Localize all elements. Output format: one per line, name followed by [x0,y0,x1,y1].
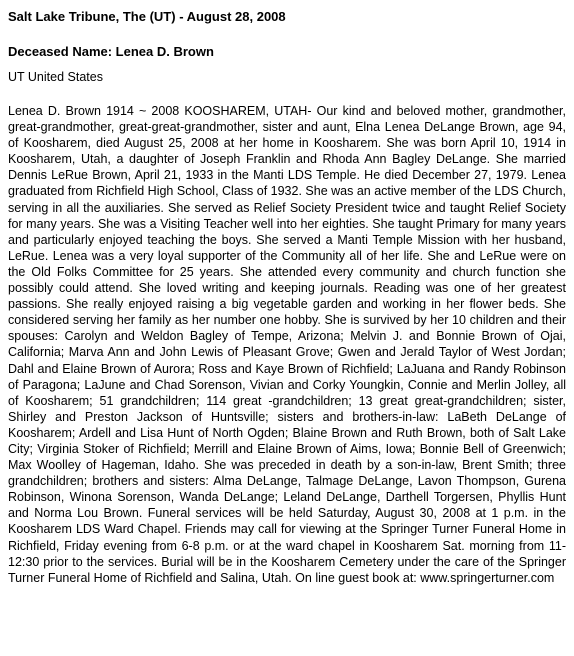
newspaper-source-heading: Salt Lake Tribune, The (UT) - August 28, 2008 [8,9,286,24]
location-text: UT United States [8,70,103,84]
obituary-body-text: Lenea D. Brown 1914 ~ 2008 KOOSHAREM, UTAH- Our kind and beloved mother, grandmother, great-grandmother, great-great-grandmother, sister and aunt, Elna Lenea DeLange Brown, age 94, of Koosharem, died August 25, 2008 at her home in Koosharem. She was born April 10, 1914 in Koosharem, Utah, a daughter of Joseph Franklin and Rhoda Ann Bagley DeLange. She married Dennis LeRue Brown, April 21, 1933 in the Manti LDS Temple. He died December 27, 1979. Lenea graduated from Richfield High School, Class of 1932. She was an active member of the LDS Church, serving in all the auxiliaries. She served as Relief Society President twice and taught Relief Society for many years. She was a Visiting Teacher well into her eighties. She taught Primary for many years and particularly enjoyed teaching the boys. She served a Manti Temple Mission with her husband, LeRue. Lenea was a very loyal supporter of the Community all of her life. She and LeRue were on the Old Folks Committee for 25 years. She attended every community and church function she possibly could attend. She loved writing and keeping journals. Reading was one of her greatest passions. She really enjoyed raising a big vegetable garden and working in her flower beds. She considered serving her family as her number one hobby. She is survived by her 10 children and their spouses: Carolyn and Weldon Bagley of Tempe, Arizona; Melvin J. and Bonnie Brown of Ojai, California; Marva Ann and John Lewis of Pleasant Grove; Gwen and Jerald Taylor of West Jordan; Dahl and Elaine Brown of Aurora; Ross and Kaye Brown of Richfield; LaJuana and Randy Robinson of Paragona; LaJune and Chad Sorenson, Vivian and Corky Youngkin, Connie and Merlin Jolley, all of Koosharem; 51 grandchildren; 114 great -grandchildren; 13 great great-grandchildren; sister, Shirley and Preston Jackson of Huntsville; sisters and brothers-in-law: LaBeth DeLange of Koosharem; Ardell and Lisa Hunt of North Ogden; Blaine Brown and Ruth Brown, both of Salt Lake City; Virginia Stoker of Richfield; Merrill and Elaine Brown of Aims, Iowa; Bonnie Bell of Greenwich; Max Woolley of Hageman, Idaho. She was preceded in death by a son-in-law, Brent Smith; three grandchildren; brothers and sisters: Alma DeLange, Talmage DeLange, Lavon Thompson, Gurena Robinson, Winona Sorenson, Wanda DeLange; Leland DeLange, Darthell Torgersen, Phyllis Hunt and Norma Lou Brown. Funeral services will be held Saturday, August 30, 2008 at 1 p.m. in the Koosharem LDS Ward Chapel. Friends may call for viewing at the Springer Turner Funeral Home in Richfield, Friday evening from 6-8 p.m. or at the ward chapel in Koosharem Sat. morning from 11- 12:30 prior to the services. Burial will be in the Koosharem Cemetery under the care of the Springer Turner Funeral Home of Richfield and Salina, Utah. On line guest book at: www.springerturner.com [8,104,566,585]
deceased-name-heading: Deceased Name: Lenea D. Brown [8,44,214,59]
